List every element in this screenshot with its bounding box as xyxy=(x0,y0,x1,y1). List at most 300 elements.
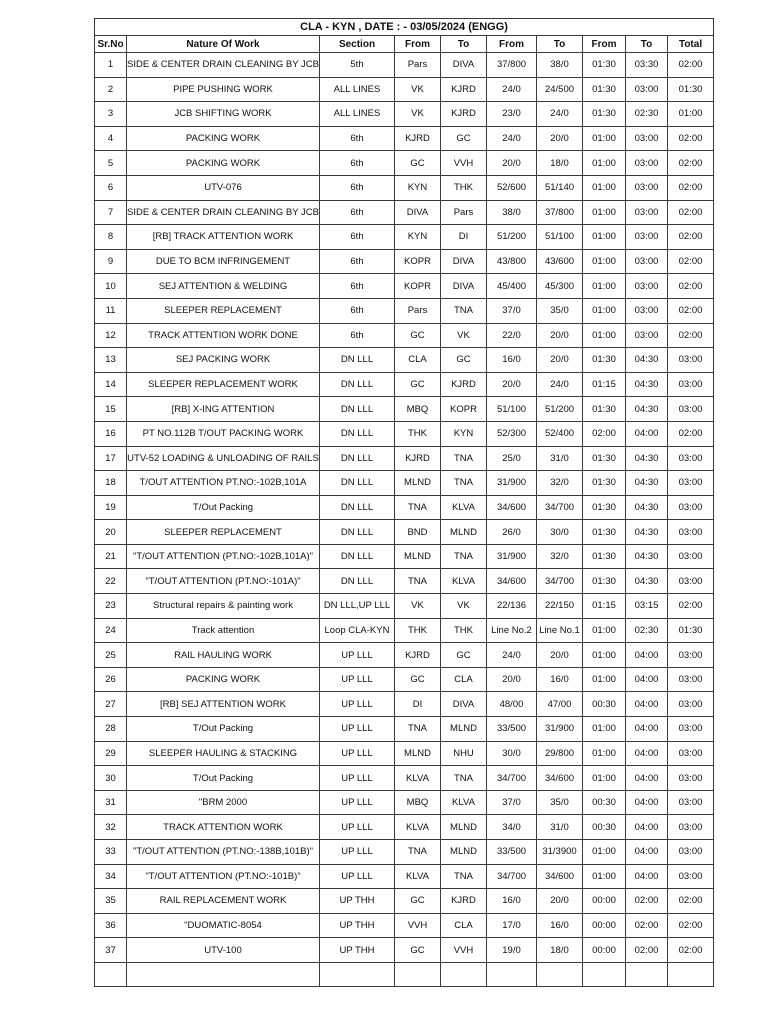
from-time-cell: 00:00 xyxy=(583,938,626,963)
from-km-cell: 24/0 xyxy=(487,77,537,102)
header-sr-no: Sr.No xyxy=(95,36,127,53)
to-km-cell: 51/200 xyxy=(537,397,583,422)
section-cell: 6th xyxy=(320,249,395,274)
header-from-time: From xyxy=(583,36,626,53)
to-time-cell: 03:00 xyxy=(626,151,668,176)
from-time-cell: 01:00 xyxy=(583,200,626,225)
to-km-cell: 45/300 xyxy=(537,274,583,299)
from-time-cell: 01:00 xyxy=(583,643,626,668)
table-row xyxy=(95,298,714,323)
sr-no-cell: 16 xyxy=(95,421,127,446)
to-station-cell: KYN xyxy=(441,421,487,446)
sr-no-cell: 29 xyxy=(95,741,127,766)
empty-cell xyxy=(583,962,626,986)
sr-no-cell: 28 xyxy=(95,717,127,742)
to-km-cell: 38/0 xyxy=(537,53,583,78)
sr-no-cell: 32 xyxy=(95,815,127,840)
to-time-cell: 04:30 xyxy=(626,372,668,397)
section-cell: UP LLL xyxy=(320,766,395,791)
nature-of-work-cell: "T/OUT ATTENTION (PT.NO:-101A)" xyxy=(127,569,320,594)
to-time-cell: 02:00 xyxy=(626,889,668,914)
from-station-cell: CLA xyxy=(395,348,441,373)
header-to-time: To xyxy=(626,36,668,53)
to-time-cell: 04:00 xyxy=(626,717,668,742)
nature-of-work-cell: UTV-076 xyxy=(127,175,320,200)
from-time-cell: 01:30 xyxy=(583,446,626,471)
from-station-cell: TNA xyxy=(395,569,441,594)
sr-no-cell: 36 xyxy=(95,913,127,938)
to-km-cell: 47/00 xyxy=(537,692,583,717)
nature-of-work-cell: PACKING WORK xyxy=(127,126,320,151)
nature-of-work-cell: UTV-100 xyxy=(127,938,320,963)
table-row xyxy=(95,175,714,200)
to-km-cell: 20/0 xyxy=(537,323,583,348)
to-km-cell: 37/800 xyxy=(537,200,583,225)
from-time-cell: 01:00 xyxy=(583,323,626,348)
from-station-cell: DIVA xyxy=(395,200,441,225)
sr-no-cell: 35 xyxy=(95,889,127,914)
to-station-cell: KJRD xyxy=(441,889,487,914)
from-station-cell: VK xyxy=(395,594,441,619)
table-row xyxy=(95,200,714,225)
from-station-cell: GC xyxy=(395,151,441,176)
to-km-cell: 34/600 xyxy=(537,766,583,791)
empty-cell xyxy=(441,962,487,986)
header-to-km: To xyxy=(537,36,583,53)
from-time-cell: 01:30 xyxy=(583,77,626,102)
to-time-cell: 02:30 xyxy=(626,618,668,643)
table-row xyxy=(95,53,714,78)
to-time-cell: 03:00 xyxy=(626,323,668,348)
from-time-cell: 01:00 xyxy=(583,151,626,176)
from-time-cell: 01:00 xyxy=(583,741,626,766)
to-station-cell: MLND xyxy=(441,840,487,865)
to-km-cell: 51/100 xyxy=(537,225,583,250)
empty-cell xyxy=(95,962,127,986)
from-station-cell: THK xyxy=(395,618,441,643)
table-row xyxy=(95,151,714,176)
section-cell: 6th xyxy=(320,298,395,323)
to-time-cell: 04:00 xyxy=(626,815,668,840)
nature-of-work-cell: SLEEPER REPLACEMENT WORK xyxy=(127,372,320,397)
table-row xyxy=(95,323,714,348)
from-time-cell: 01:00 xyxy=(583,225,626,250)
from-km-cell: 26/0 xyxy=(487,520,537,545)
to-station-cell: KLVA xyxy=(441,569,487,594)
from-time-cell: 01:00 xyxy=(583,249,626,274)
title-row xyxy=(95,19,714,36)
section-cell: 6th xyxy=(320,274,395,299)
sr-no-cell: 27 xyxy=(95,692,127,717)
sr-no-cell: 20 xyxy=(95,520,127,545)
to-km-cell: 18/0 xyxy=(537,151,583,176)
from-km-cell: 51/100 xyxy=(487,397,537,422)
section-cell: DN LLL xyxy=(320,495,395,520)
to-km-cell: 24/500 xyxy=(537,77,583,102)
from-station-cell: DI xyxy=(395,692,441,717)
total-cell: 03:00 xyxy=(668,520,714,545)
section-cell: ALL LINES xyxy=(320,77,395,102)
nature-of-work-cell: SEJ ATTENTION & WELDING xyxy=(127,274,320,299)
to-km-cell: 31/0 xyxy=(537,815,583,840)
to-station-cell: Pars xyxy=(441,200,487,225)
to-station-cell: TNA xyxy=(441,544,487,569)
from-time-cell: 00:00 xyxy=(583,913,626,938)
table-row xyxy=(95,249,714,274)
total-cell: 02:00 xyxy=(668,175,714,200)
from-time-cell: 01:30 xyxy=(583,471,626,496)
to-km-cell: 34/600 xyxy=(537,864,583,889)
table-row xyxy=(95,717,714,742)
nature-of-work-cell: T/OUT ATTENTION PT.NO:-102B,101A xyxy=(127,471,320,496)
section-cell: Loop CLA-KYN xyxy=(320,618,395,643)
sr-no-cell: 15 xyxy=(95,397,127,422)
sr-no-cell: 34 xyxy=(95,864,127,889)
work-schedule-table xyxy=(94,18,714,987)
to-station-cell: DI xyxy=(441,225,487,250)
from-time-cell: 00:30 xyxy=(583,815,626,840)
from-km-cell: 31/900 xyxy=(487,471,537,496)
to-km-cell: 31/3900 xyxy=(537,840,583,865)
table-row xyxy=(95,495,714,520)
sr-no-cell: 22 xyxy=(95,569,127,594)
table-row xyxy=(95,102,714,127)
total-cell: 03:00 xyxy=(668,397,714,422)
total-cell: 02:00 xyxy=(668,225,714,250)
sr-no-cell: 21 xyxy=(95,544,127,569)
to-km-cell: 20/0 xyxy=(537,643,583,668)
from-km-cell: 24/0 xyxy=(487,643,537,668)
to-time-cell: 02:30 xyxy=(626,102,668,127)
to-station-cell: DIVA xyxy=(441,249,487,274)
section-cell: UP THH xyxy=(320,938,395,963)
table-row xyxy=(95,790,714,815)
from-km-cell: 37/0 xyxy=(487,790,537,815)
nature-of-work-cell: "T/OUT ATTENTION (PT.NO:-138B,101B)" xyxy=(127,840,320,865)
from-station-cell: MBQ xyxy=(395,790,441,815)
total-cell: 02:00 xyxy=(668,421,714,446)
from-km-cell: 34/700 xyxy=(487,766,537,791)
to-km-cell: 22/150 xyxy=(537,594,583,619)
total-cell: 03:00 xyxy=(668,692,714,717)
total-cell: 03:00 xyxy=(668,495,714,520)
to-time-cell: 04:30 xyxy=(626,446,668,471)
to-time-cell: 03:00 xyxy=(626,225,668,250)
to-time-cell: 03:00 xyxy=(626,249,668,274)
from-km-cell: 48/00 xyxy=(487,692,537,717)
section-cell: DN LLL xyxy=(320,348,395,373)
to-station-cell: KLVA xyxy=(441,495,487,520)
section-cell: UP LLL xyxy=(320,864,395,889)
from-station-cell: GC xyxy=(395,372,441,397)
section-cell: 6th xyxy=(320,225,395,250)
empty-cell xyxy=(320,962,395,986)
to-time-cell: 02:00 xyxy=(626,913,668,938)
from-station-cell: KJRD xyxy=(395,643,441,668)
sr-no-cell: 37 xyxy=(95,938,127,963)
empty-cell xyxy=(537,962,583,986)
section-cell: UP THH xyxy=(320,913,395,938)
from-time-cell: 01:30 xyxy=(583,53,626,78)
nature-of-work-cell: T/Out Packing xyxy=(127,717,320,742)
total-cell: 02:00 xyxy=(668,151,714,176)
section-cell: 5th xyxy=(320,53,395,78)
sr-no-cell: 14 xyxy=(95,372,127,397)
section-cell: UP LLL xyxy=(320,790,395,815)
to-station-cell: MLND xyxy=(441,520,487,545)
total-cell: 03:00 xyxy=(668,864,714,889)
from-km-cell: 33/500 xyxy=(487,840,537,865)
to-km-cell: 51/140 xyxy=(537,175,583,200)
nature-of-work-cell: PACKING WORK xyxy=(127,667,320,692)
to-station-cell: DIVA xyxy=(441,692,487,717)
to-station-cell: VK xyxy=(441,323,487,348)
to-station-cell: CLA xyxy=(441,667,487,692)
from-km-cell: 24/0 xyxy=(487,126,537,151)
from-station-cell: KLVA xyxy=(395,766,441,791)
from-km-cell: 52/300 xyxy=(487,421,537,446)
section-cell: 6th xyxy=(320,151,395,176)
from-km-cell: 52/600 xyxy=(487,175,537,200)
nature-of-work-cell: JCB SHIFTING WORK xyxy=(127,102,320,127)
to-km-cell: 43/600 xyxy=(537,249,583,274)
total-cell: 03:00 xyxy=(668,667,714,692)
from-time-cell: 01:30 xyxy=(583,495,626,520)
table-row xyxy=(95,938,714,963)
header-row xyxy=(95,36,714,53)
to-km-cell: Line No.1 xyxy=(537,618,583,643)
from-km-cell: 19/0 xyxy=(487,938,537,963)
from-station-cell: KJRD xyxy=(395,446,441,471)
nature-of-work-cell: PIPE PUSHING WORK xyxy=(127,77,320,102)
from-km-cell: 45/400 xyxy=(487,274,537,299)
sr-no-cell: 4 xyxy=(95,126,127,151)
from-station-cell: THK xyxy=(395,421,441,446)
from-station-cell: KYN xyxy=(395,225,441,250)
total-cell: 03:00 xyxy=(668,815,714,840)
table-row xyxy=(95,569,714,594)
total-cell: 03:00 xyxy=(668,471,714,496)
to-station-cell: MLND xyxy=(441,717,487,742)
to-time-cell: 03:00 xyxy=(626,77,668,102)
to-time-cell: 03:00 xyxy=(626,274,668,299)
from-station-cell: BND xyxy=(395,520,441,545)
from-time-cell: 01:00 xyxy=(583,667,626,692)
header-from-station: From xyxy=(395,36,441,53)
nature-of-work-cell: PACKING WORK xyxy=(127,151,320,176)
header-section: Section xyxy=(320,36,395,53)
to-time-cell: 04:00 xyxy=(626,692,668,717)
nature-of-work-cell: PT NO.112B T/OUT PACKING WORK xyxy=(127,421,320,446)
from-km-cell: 20/0 xyxy=(487,151,537,176)
table-row xyxy=(95,667,714,692)
total-cell: 03:00 xyxy=(668,840,714,865)
section-cell: ALL LINES xyxy=(320,102,395,127)
empty-cell xyxy=(487,962,537,986)
from-station-cell: Pars xyxy=(395,298,441,323)
from-time-cell: 01:00 xyxy=(583,766,626,791)
total-cell: 02:00 xyxy=(668,53,714,78)
to-station-cell: DIVA xyxy=(441,53,487,78)
from-km-cell: 37/0 xyxy=(487,298,537,323)
from-km-cell: 37/800 xyxy=(487,53,537,78)
to-km-cell: 30/0 xyxy=(537,520,583,545)
to-station-cell: KLVA xyxy=(441,790,487,815)
total-cell: 02:00 xyxy=(668,913,714,938)
from-km-cell: 38/0 xyxy=(487,200,537,225)
to-km-cell: 29/800 xyxy=(537,741,583,766)
table-row xyxy=(95,520,714,545)
total-cell: 03:00 xyxy=(668,717,714,742)
to-time-cell: 04:30 xyxy=(626,397,668,422)
nature-of-work-cell: [RB] X-ING ATTENTION xyxy=(127,397,320,422)
section-cell: DN LLL xyxy=(320,446,395,471)
to-station-cell: KOPR xyxy=(441,397,487,422)
total-cell: 03:00 xyxy=(668,569,714,594)
total-cell: 02:00 xyxy=(668,274,714,299)
table-row xyxy=(95,815,714,840)
total-cell: 02:00 xyxy=(668,298,714,323)
to-station-cell: NHU xyxy=(441,741,487,766)
sr-no-cell: 9 xyxy=(95,249,127,274)
from-km-cell: 16/0 xyxy=(487,348,537,373)
section-cell: UP LLL xyxy=(320,840,395,865)
from-time-cell: 00:00 xyxy=(583,889,626,914)
from-time-cell: 01:00 xyxy=(583,717,626,742)
to-station-cell: VVH xyxy=(441,938,487,963)
sr-no-cell: 13 xyxy=(95,348,127,373)
from-km-cell: 34/600 xyxy=(487,495,537,520)
to-station-cell: KJRD xyxy=(441,102,487,127)
nature-of-work-cell: SLEEPER REPLACEMENT xyxy=(127,520,320,545)
nature-of-work-cell: T/Out Packing xyxy=(127,495,320,520)
table-row xyxy=(95,471,714,496)
empty-cell xyxy=(127,962,320,986)
total-cell: 02:00 xyxy=(668,889,714,914)
section-cell: UP LLL xyxy=(320,692,395,717)
to-time-cell: 04:30 xyxy=(626,348,668,373)
table-row xyxy=(95,372,714,397)
nature-of-work-cell: RAIL HAULING WORK xyxy=(127,643,320,668)
from-station-cell: GC xyxy=(395,667,441,692)
from-km-cell: 31/900 xyxy=(487,544,537,569)
to-station-cell: CLA xyxy=(441,913,487,938)
table-row xyxy=(95,397,714,422)
total-cell: 03:00 xyxy=(668,741,714,766)
sr-no-cell: 1 xyxy=(95,53,127,78)
to-station-cell: GC xyxy=(441,126,487,151)
total-cell: 03:00 xyxy=(668,766,714,791)
from-time-cell: 01:30 xyxy=(583,397,626,422)
table-row xyxy=(95,446,714,471)
from-station-cell: GC xyxy=(395,323,441,348)
sheet-title: CLA - KYN , DATE : - 03/05/2024 (ENGG) xyxy=(95,19,714,36)
to-time-cell: 03:15 xyxy=(626,594,668,619)
to-station-cell: VVH xyxy=(441,151,487,176)
table-row xyxy=(95,274,714,299)
from-km-cell: 16/0 xyxy=(487,889,537,914)
from-time-cell: 01:15 xyxy=(583,372,626,397)
to-station-cell: KJRD xyxy=(441,77,487,102)
to-km-cell: 31/900 xyxy=(537,717,583,742)
section-cell: DN LLL xyxy=(320,421,395,446)
nature-of-work-cell: SEJ PACKING WORK xyxy=(127,348,320,373)
nature-of-work-cell: T/Out Packing xyxy=(127,766,320,791)
section-cell: DN LLL xyxy=(320,569,395,594)
section-cell: UP THH xyxy=(320,889,395,914)
from-station-cell: MLND xyxy=(395,471,441,496)
to-km-cell: 52/400 xyxy=(537,421,583,446)
to-station-cell: MLND xyxy=(441,815,487,840)
sr-no-cell: 6 xyxy=(95,175,127,200)
nature-of-work-cell: [RB] SEJ ATTENTION WORK xyxy=(127,692,320,717)
nature-of-work-cell: RAIL REPLACEMENT WORK xyxy=(127,889,320,914)
table-row xyxy=(95,643,714,668)
work-schedule-sheet xyxy=(94,18,713,987)
nature-of-work-cell: TRACK ATTENTION WORK xyxy=(127,815,320,840)
section-cell: DN LLL,UP LLL xyxy=(320,594,395,619)
to-time-cell: 04:30 xyxy=(626,520,668,545)
nature-of-work-cell: UTV-52 LOADING & UNLOADING OF RAILS xyxy=(127,446,320,471)
sr-no-cell: 10 xyxy=(95,274,127,299)
to-km-cell: 35/0 xyxy=(537,790,583,815)
from-time-cell: 01:00 xyxy=(583,840,626,865)
from-station-cell: MBQ xyxy=(395,397,441,422)
from-time-cell: 01:15 xyxy=(583,594,626,619)
section-cell: DN LLL xyxy=(320,397,395,422)
to-time-cell: 04:00 xyxy=(626,766,668,791)
from-station-cell: KLVA xyxy=(395,815,441,840)
nature-of-work-cell: [RB] TRACK ATTENTION WORK xyxy=(127,225,320,250)
table-row xyxy=(95,544,714,569)
section-cell: DN LLL xyxy=(320,544,395,569)
from-time-cell: 01:00 xyxy=(583,298,626,323)
from-station-cell: MLND xyxy=(395,544,441,569)
table-row xyxy=(95,889,714,914)
from-station-cell: TNA xyxy=(395,717,441,742)
from-km-cell: 34/700 xyxy=(487,864,537,889)
to-station-cell: THK xyxy=(441,175,487,200)
sr-no-cell: 31 xyxy=(95,790,127,815)
to-km-cell: 35/0 xyxy=(537,298,583,323)
from-km-cell: 20/0 xyxy=(487,667,537,692)
to-time-cell: 03:30 xyxy=(626,53,668,78)
table-row xyxy=(95,77,714,102)
from-station-cell: KOPR xyxy=(395,249,441,274)
from-km-cell: 22/0 xyxy=(487,323,537,348)
from-time-cell: 00:30 xyxy=(583,692,626,717)
from-km-cell: 22/136 xyxy=(487,594,537,619)
total-cell: 03:00 xyxy=(668,544,714,569)
sr-no-cell: 18 xyxy=(95,471,127,496)
sr-no-cell: 26 xyxy=(95,667,127,692)
table-row xyxy=(95,225,714,250)
from-km-cell: Line No.2 xyxy=(487,618,537,643)
from-time-cell: 01:30 xyxy=(583,348,626,373)
from-station-cell: KJRD xyxy=(395,126,441,151)
from-km-cell: 34/600 xyxy=(487,569,537,594)
total-cell: 03:00 xyxy=(668,790,714,815)
to-station-cell: TNA xyxy=(441,766,487,791)
to-km-cell: 16/0 xyxy=(537,667,583,692)
to-time-cell: 04:30 xyxy=(626,569,668,594)
total-cell: 03:00 xyxy=(668,372,714,397)
to-km-cell: 32/0 xyxy=(537,471,583,496)
sr-no-cell: 17 xyxy=(95,446,127,471)
nature-of-work-cell: "BRM 2000 xyxy=(127,790,320,815)
section-cell: 6th xyxy=(320,126,395,151)
from-station-cell: VK xyxy=(395,77,441,102)
